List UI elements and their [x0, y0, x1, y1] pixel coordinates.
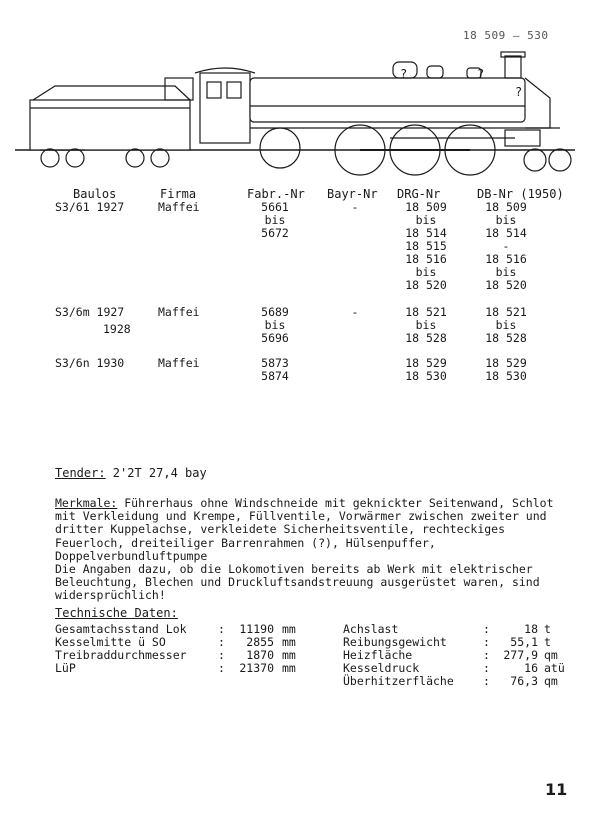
locomotive-drawing	[15, 48, 575, 183]
tech-unit: mm	[282, 648, 296, 662]
tech-label: Kesselmitte ü SO	[55, 635, 166, 649]
tech-label: Treibraddurchmesser	[55, 648, 187, 662]
table-cell-drg: 18 521	[405, 305, 447, 319]
tech-unit: mm	[282, 635, 296, 649]
technical-data-title: Technische Daten:	[55, 606, 178, 620]
table-cell-firma: Maffei	[158, 356, 200, 370]
table-cell-db: 18 529	[485, 356, 527, 370]
question-mark-icon: ?	[477, 67, 485, 81]
table-cell-fabr: 5672	[261, 226, 289, 240]
table-cell-fabr: 5661	[261, 200, 289, 214]
tech-label: Überhitzerfläche	[343, 674, 454, 688]
features-paragraph	[55, 497, 565, 603]
table-cell-drg: bis	[415, 265, 437, 279]
tech-value: 277,9	[503, 648, 538, 662]
tender-line	[55, 466, 207, 480]
table-cell-drg: 18 528	[405, 331, 447, 345]
column-heading-fabr-nr: Fabr.-Nr	[247, 187, 305, 201]
column-heading-db-nr: DB-Nr (1950)	[477, 187, 564, 201]
question-mark-icon: ?	[400, 67, 408, 81]
page-header-range: 18 509 – 530	[463, 29, 549, 42]
table-cell-db: 18 520	[485, 278, 527, 292]
tech-unit: t	[544, 635, 551, 649]
tech-label: LüP	[55, 661, 76, 675]
table-cell-db: 18 509	[485, 200, 527, 214]
table-cell-db: bis	[495, 318, 517, 332]
tech-label: Kesseldruck	[343, 661, 420, 675]
tech-unit: mm	[282, 622, 296, 636]
features-text: Führerhaus ohne Windschneide mit geknickter Seitenwand, Schlot mit Verkleidung und Krempe, Füllventile, Vorwärmer zwischen zweiter und dritter Kuppelachse, verkleidete Sicherheitsventile, rechteckiges Feuerloch, dreiteiliger Barrenrahmen (?), Hülsenpuffer, Doppelverbundluftpumpe	[55, 496, 554, 563]
tech-label: Achslast	[343, 622, 399, 636]
tech-unit: qm	[544, 674, 558, 688]
column-heading-baulos: Baulos	[73, 187, 117, 201]
tech-unit: atü	[544, 661, 565, 675]
table-cell-db: 18 530	[485, 369, 527, 383]
table-cell-baulos: S3/61 1927	[55, 200, 125, 214]
table-cell-drg: 18 514	[405, 226, 447, 240]
table-cell-baulos: S3/6n 1930	[55, 356, 125, 370]
column-heading-drg-nr: DRG-Nr	[397, 187, 441, 201]
tech-value: 11190	[239, 622, 274, 636]
tech-value: 16	[524, 661, 538, 675]
table-cell-drg: 18 515	[405, 239, 447, 253]
table-cell-fabr: 5874	[261, 369, 289, 383]
page-number: 11	[545, 780, 568, 799]
table-cell-db: 18 514	[485, 226, 527, 240]
tech-value: 1870	[246, 648, 274, 662]
tech-unit: qm	[544, 648, 558, 662]
table-cell-db: bis	[495, 265, 517, 279]
table-cell-fabr: 5696	[261, 331, 289, 345]
tech-value: 55,1	[510, 635, 538, 649]
tech-value: 18	[524, 622, 538, 636]
tech-label: Reibungsgewicht	[343, 635, 447, 649]
tech-label: Gesamtachsstand Lok	[55, 622, 187, 636]
table-cell-firma: Maffei	[158, 305, 200, 319]
table-cell-bayr: -	[351, 305, 359, 319]
table-cell-db: bis	[495, 213, 517, 227]
table-cell-drg: 18 530	[405, 369, 447, 383]
table-cell-fabr: bis	[264, 213, 286, 227]
table-cell-db: 18 521	[485, 305, 527, 319]
table-cell-fabr: 5689	[261, 305, 289, 319]
question-mark-icon: ?	[515, 85, 523, 99]
column-heading-bayr-nr: Bayr-Nr	[327, 187, 378, 201]
table-cell-db: 18 528	[485, 331, 527, 345]
tech-value: 2855	[246, 635, 274, 649]
table-cell-fabr: 5873	[261, 356, 289, 370]
table-cell-drg: 18 520	[405, 278, 447, 292]
table-cell-firma: Maffei	[158, 200, 200, 214]
column-heading-firma: Firma	[160, 187, 197, 201]
table-cell-drg: bis	[415, 318, 437, 332]
table-cell-baulos: S3/6m 1927	[55, 305, 125, 319]
table-cell-fabr: bis	[264, 318, 286, 332]
tech-label: Heizfläche	[343, 648, 413, 662]
table-cell-db: -	[502, 239, 510, 253]
features-note: Die Angaben dazu, ob die Lokomotiven bereits ab Werk mit elektrischer Beleuchtung, Blechen und Druckluftsandstreuung ausgerüstet waren, sind widersprüchlich!	[55, 562, 540, 603]
tech-value: 76,3	[510, 674, 538, 688]
tender-value: 2'2T 27,4 bay	[105, 466, 207, 480]
tech-unit: t	[544, 622, 551, 636]
table-cell-drg: 18 509	[405, 200, 447, 214]
table-cell-bayr: -	[351, 200, 359, 214]
table-cell-drg: bis	[415, 213, 437, 227]
table-cell-drg: 18 516	[405, 252, 447, 266]
table-cell-drg: 18 529	[405, 356, 447, 370]
table-cell-baulos-extra: 1928	[103, 322, 131, 336]
tech-value: 21370	[239, 661, 274, 675]
tender-label: Tender:	[55, 466, 106, 480]
table-cell-db: 18 516	[485, 252, 527, 266]
tech-unit: mm	[282, 661, 296, 675]
features-label: Merkmale:	[55, 496, 118, 510]
